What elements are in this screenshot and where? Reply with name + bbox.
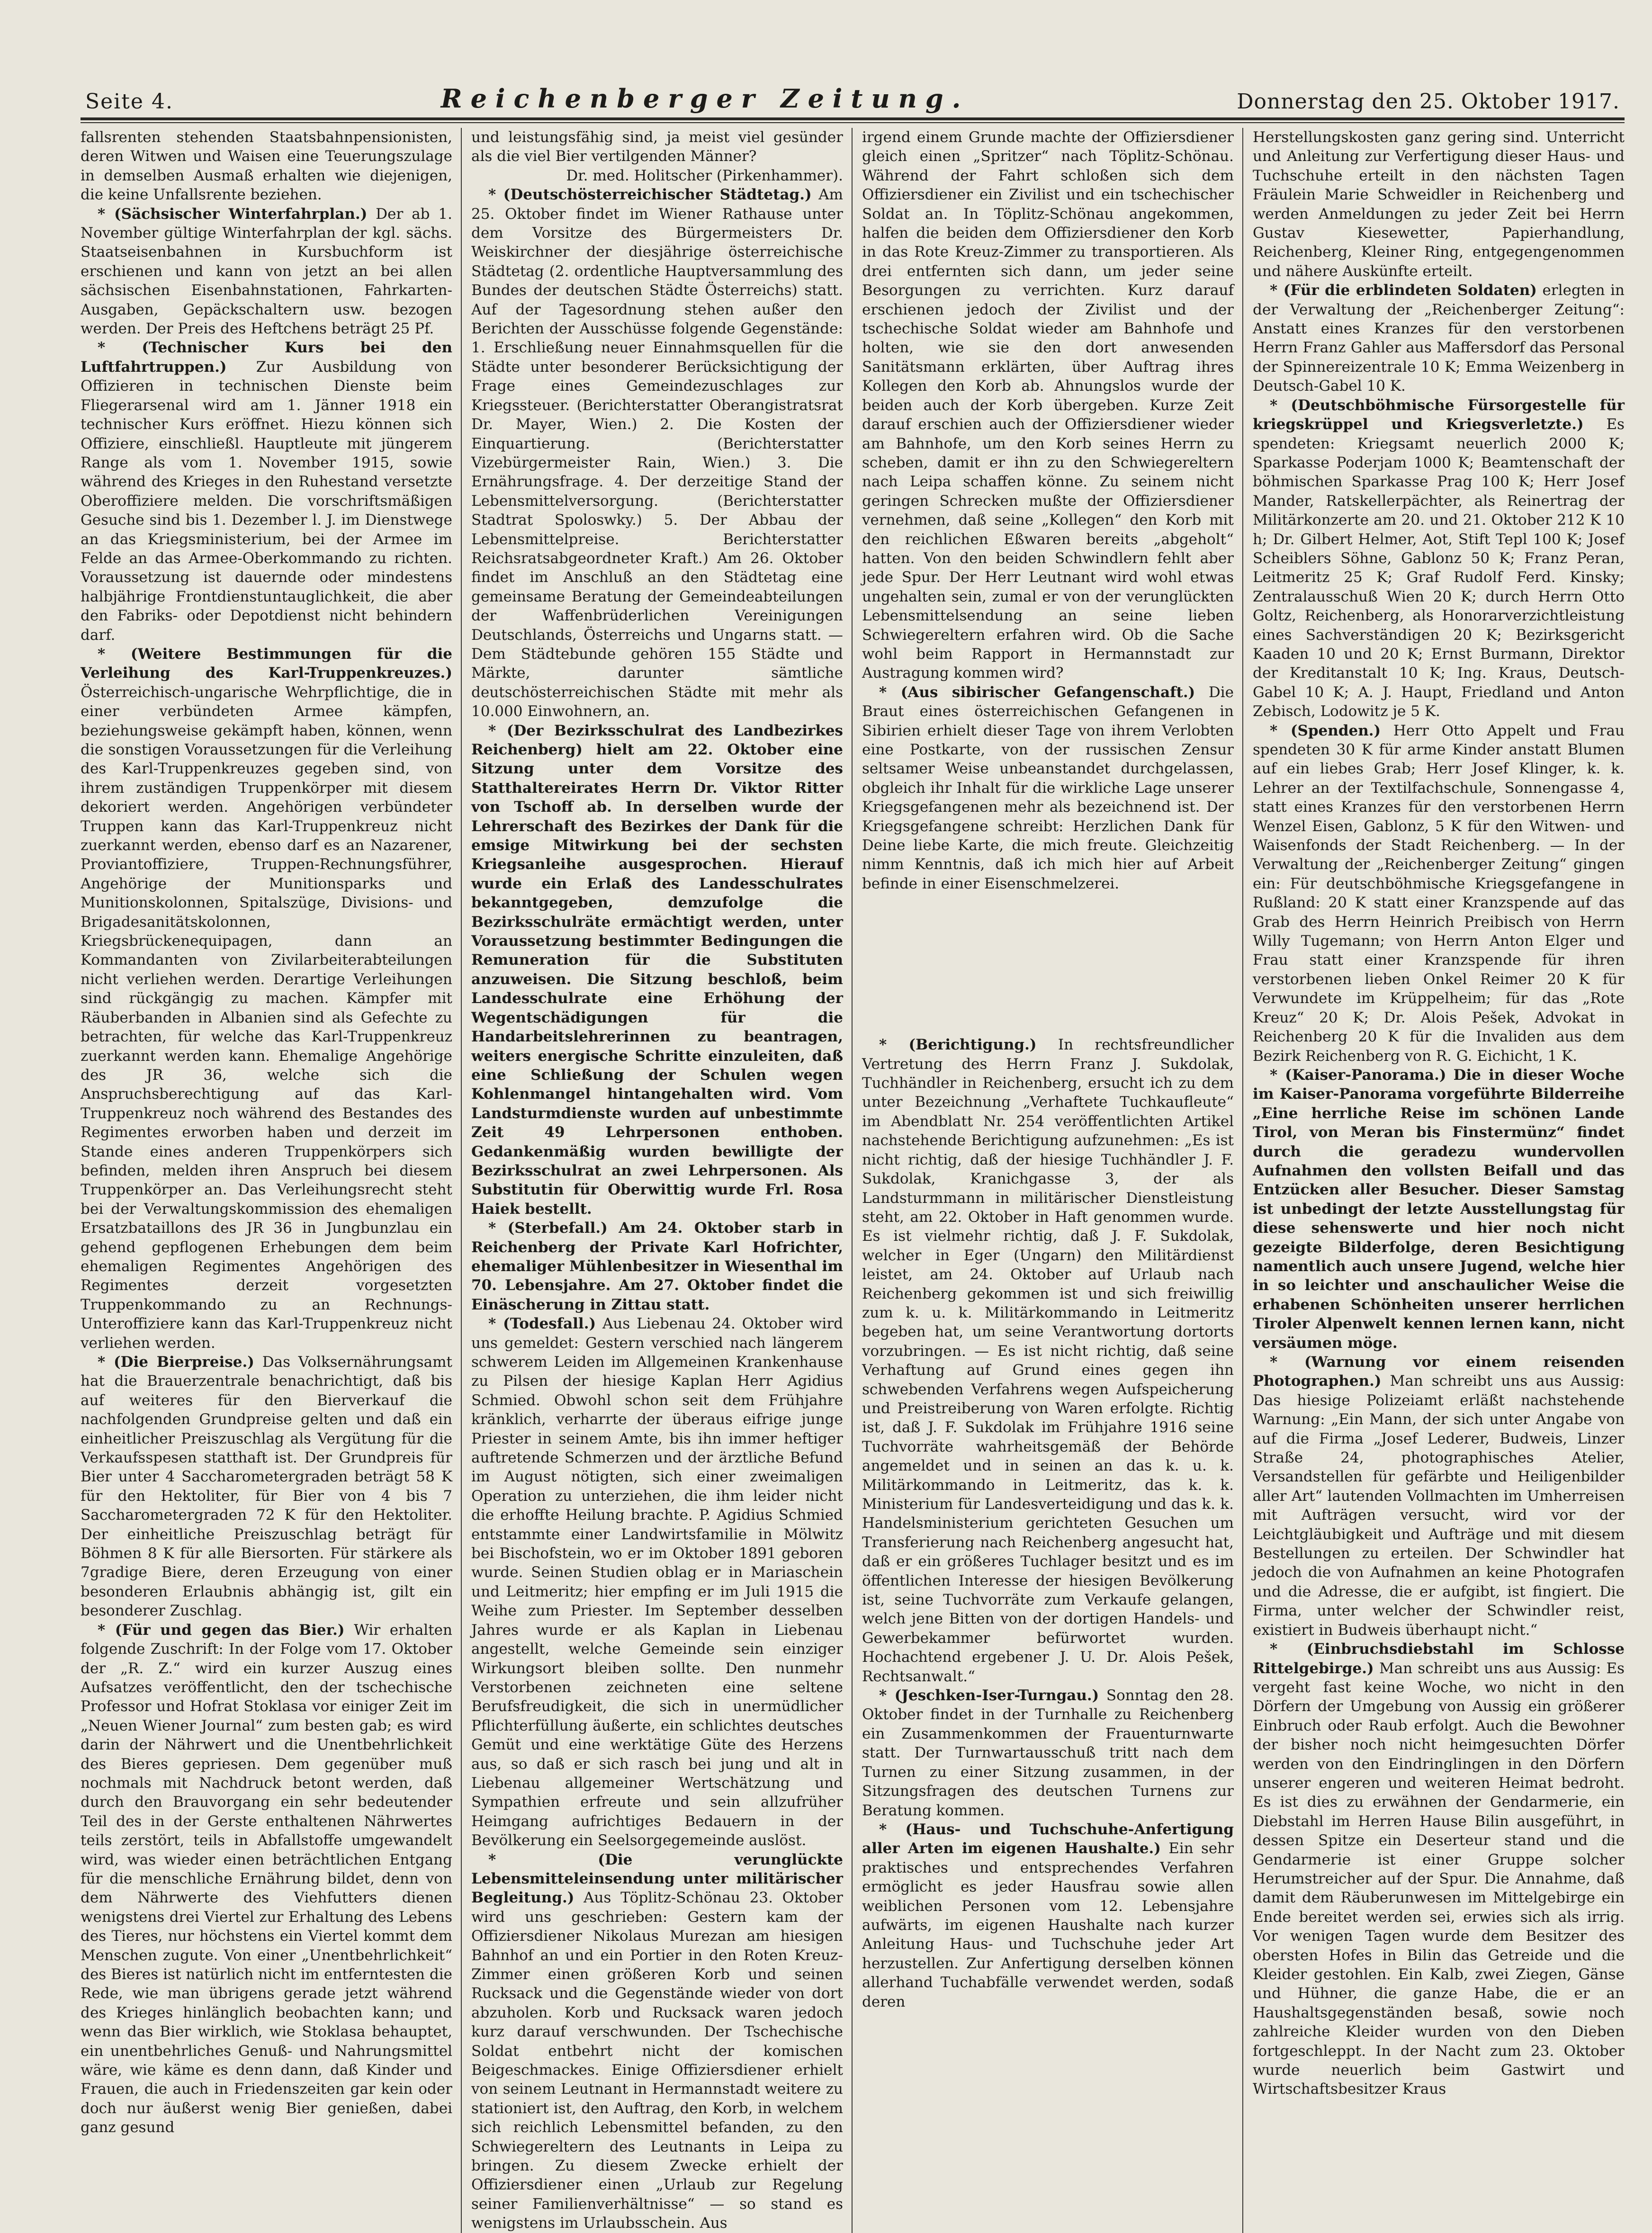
article-tuchschuhe: * (Haus- und Tuchschuhe-Anfertigung aller Arten im eigenen Haushalte.) Ein sehr praktisches und entsprechendes Verfahren ermöglicht es jeder Hausfrau sowie allen weiblichen Personen vom 12. Lebensjahre aufwärts, im eigenen Haushalte nach kurzer Anleitung Haus- und Tuchschuhe jeder Art herzustellen. Zur Anfertigung derselben können allerhand Tuchabfälle verwendet werden, sodaß deren [862, 1820, 1234, 2010]
column-4 [1253, 128, 1625, 2233]
article-continuation: Herstellungskosten ganz gering sind. Unterricht und Anleitung zur Verfertigung dieser Haus- und Tuchschuhe erteilt in den nächsten Tagen Fräulein Marie Schweidler in Reichenberg und werden Anmeldungen zu jeder Zeit bei Herrn Gustav Kiesewetter, Papierhandlung, Reichenberg, Kleiner Ring, entgegengenommen und nähere Auskünfte erteilt. [1253, 129, 1625, 280]
text-columns [81, 128, 1625, 2232]
article-kaiser-panorama: * (Kaiser-Panorama.) Die in dieser Woche im Kaiser-Panorama vorgeführte Bilderreihe „Eine herrliche Reise im schönen Lande Tirol, von Meran bis Finstermünz“ findet durch die geradezu wundervollen Aufnahmen den vollsten Beifall und das Entzücken aller Besucher. Dieser Samstag ist unbedingt der letzte Ausstellungstag für diese sehenswerte und hier noch nicht gezeigte Bilderfolge, deren Besichtigung namentlich auch unsere Jugend, welche hier in so leichter und anschaulicher Weise die erhabenen Schönheiten unserer herrlichen Tiroler Alpenwelt kennen lernen kann, nicht versäumen möge. [1253, 1066, 1625, 1352]
article-continuation: und leistungsfähig sind, ja meist viel gesünder als die viel Bier vertilgenden Männer? [471, 129, 843, 165]
article-turngau: * (Jeschken-Iser-Turngau.) Sonntag den 28. Oktober findet in der Turnhalle zu Reichenberg ein Zusammenkommen der Frauenturnwarte statt. Der Turnwartausschuß tritt nach dem Turnen zu einer Sitzung zusammen, in der Sitzungsfragen des deutschen Turnens zur Beratung kommen. [862, 1687, 1234, 1819]
article-signature: Dr. med. Holitscher (Pirkenhammer). [566, 167, 843, 184]
article-todesfall: * (Todesfall.) Aus Liebenau 24. Oktober wird uns gemeldet: Gestern verschied nach längerem schwerem Leiden im Allgemeinen Krankenhause zu Pilsen der hiesige Kaplan Herr Agidius Schmied. Obwohl schon seit dem Frühjahre kränklich, verharrte der überaus eifrige junge Priester in seinem Amte, bis ihn immer heftiger auftretende Schmerzen und der ärztliche Befund im August nötigten, sich einer zweimaligen Operation zu unterziehen, die ihm leider nicht die erhoffte Heilung brachte. P. Agidius Schmied entstammte einer Landwirtsfamilie in Mölwitz bei Bischofstein, wo er im Oktober 1891 geboren wurde. Seinen Studien oblag er in Mariaschein und Leitmeritz; hier empfing er im Juli 1915 die Weihe zum Priester. Im September desselben Jahres wurde er als Kaplan in Liebenau angestellt, welche Gemeinde sein einziger Wirkungsort bleiben sollte. Den nunmehr Verstorbenen zeichneten eine seltene Berufsfreudigkeit, die sich in unermüdlicher Pflichterfüllung äußerte, ein schlichtes deutsches Gemüt und eine werktätige Güte des Herzens aus, so daß er sich rasch bei jung und alt in Liebenau allgemeiner Wertschätzung und Sympathien erfreute und sein allzufrüher Heimgang aufrichtiges Bedauern in der Bevölkerung ein Seelsorgegemeinde auslöst. [471, 1315, 843, 1849]
column-2 [471, 128, 843, 2233]
article-technischer-kurs: * (Technischer Kurs bei den Luftfahrtruppen.) Zur Ausbildung von Offizieren in technischen Dienste beim Fliegerarsenal wird am 1. Jänner 1918 ein technischer Kurs eröffnet. Hiezu können sich Offiziere, einschließl. Hauptleute mit jüngerem Range als vom 1. November 1915, sowie während des Krieges in den Ruhestand versetzte Oberoffiziere melden. Die vorschriftsmäßigen Gesuche sind bis 1. Dezember l. J. im Dienstwege an das Kriegsministerium, bei der Armee im Felde an das Armee-Oberkommando zu richten. Voraussetzung ist dauernde oder mindestens halbjährige Frontdienstuntauglichkeit, die aber den Fabriks- oder Depotdienst nicht behindern darf. [81, 339, 452, 644]
article-saechsischer-winterfahrplan: * (Sächsischer Winterfahrplan.) Der ab 1. November gültige Winterfahrplan der kgl. sächs. Staatseisenbahnen in Kursbuchform ist erschienen und kann von jetzt an bei allen sächsischen Eisenbahnstationen, Fahrkarten-Ausgaben, Gepäckschaltern usw. bezogen werden. Der Preis des Heftchens beträgt 25 Pf. [81, 205, 452, 338]
header-rule [81, 117, 1625, 120]
article-fuer-und-gegen-bier: * (Für und gegen das Bier.) Wir erhalten folgende Zuschrift: In der Folge vom 17. Oktober der „R. Z.“ wird ein kurzer Auszug eines Aufsatzes veröffentlicht, den der tschechische Professor und Hofrat Stoklasa vor einiger Zeit im „Neuen Wiener Journal“ zum besten gab; es wird darin der Nährwert und die Unentbehrlichkeit des Bieres gepriesen. Dem gegenüber muß nochmals mit Nachdruck betont werden, daß durch den Brauvorgang ein sehr bedeutender Teil des in der Gerste enthaltenen Nährwertes teils zerstört, teils in Abfallstoffe umgewandelt wird, was wieder einen beträchtlichen Entgang für die menschliche Ernährung bildet, denn von dem Nährwerte des Viehfutters dienen wenigstens drei Viertel zur Erhaltung des Lebens des Tieres, nur höchstens ein Viertel kommt dem Menschen zugute. Von einer „Unentbehrlichkeit“ des Bieres ist natürlich nicht im entferntesten die Rede, wie man übrigens gerade jetzt während des Krieges hinlänglich beobachten kann; und wenn das Bier wirklich, wie Stoklasa behauptet, ein unentbehrliches Genuß- und Nahrungsmittel wäre, wie käme es denn dann, daß Kinder und Frauen, die auch in Friedenszeiten gar kein oder doch nur äußerst wenig Bier genießen, dabei ganz gesund [81, 1621, 452, 2136]
blank-space [862, 893, 1234, 1035]
masthead [85, 71, 1620, 114]
column-3 [862, 128, 1234, 2233]
newspaper-title: Reichenberger Zeitung. [440, 83, 970, 114]
article-continuation: irgend einem Grunde machte der Offiziersdiener gleich einen „Spritzer“ nach Töplitz-Schönau. Während der Fahrt schloßen sich dem Offiziersdiener ein Zivilist und ein tschechischer Soldat an. In Töplitz-Schönau angekommen, halfen die beiden dem Offiziersdiener den Korb in das Rote Kreuz-Zimmer zu transportieren. Als drei entfernten sich dann, um jeder seine Besorgungen zu verrichten. Kurz darauf erschienen jedoch der Zivilist und der tschechische Soldat wieder am Bahnhofe und holten, wie sie den dort anwesenden Sanitätsmann erklärten, über Auftrag ihres Kollegen den Korb ab. Ahnungslos wurde der beiden auch der Korb übergeben. Kurze Zeit darauf erschien auch der Offiziersdiener wieder am Bahnhofe, um den Korb seines Herrn zu scheben, damit er ihn zu den Schwiegereltern nach Leipa schaffen könne. Zu seinem nicht geringen Schrecken mußte der Offiziersdiener vernehmen, daß seine „Kollegen“ den Korb mit den reichlichen Eßwaren bereits „abgeholt“ hatten. Von den beiden Schwindlern fehlt aber jede Spur. Der Herr Leutnant wird wohl etwas ungehalten sein, zumal er von der verunglückten Lebensmittelsendung an seine lieben Schwiegereltern erfahren wird. Ob die Sache wohl beim Rapport in Hermannstadt zur Austragung kommen wird? [862, 129, 1234, 682]
article-warnung-photograph: * (Warnung vor einem reisenden Photographen.) Man schreibt uns aus Aussig: Das hiesige Polizeiamt erläßt nachstehende Warnung: „Ein Mann, der sich unter Angabe von auf die Firma „Josef Lederer, Budweis, Linzer Straße 24, photographisches Atelier, Versandstellen für gefärbte und Heiligenbilder aller Art“ lautenden Vollmachten im Umherreisen mit Aufträgen versucht, wird vor der Leichtgläubigkeit und Aufträge und mit diesem Bestellungen zu erteilen. Der Schwindler hat jedoch die von Aufnahmen an keine Photografen und die Adresse, die er aufgibt, ist fingiert. Die Firma, unter welcher der Schwindler reist, existiert in Budweis überhaupt nicht.“ [1253, 1354, 1625, 1639]
article-karl-truppenkreuz: * (Weitere Bestimmungen für die Verleihung des Karl-Truppenkreuzes.) Österreichisch-ungarische Wehrpflichtige, die in einer verbündeten Armee kämpfen, beziehungsweise gekämpft haben, können, wenn die sonstigen Voraussetzungen für die Verleihung des Karl-Truppenkreuzes gegeben sind, von ihrem zuständigen Truppenkörper mit diesem dekoriert werden. Angehörigen verbündeter Truppen kann das Karl-Truppenkreuz nicht zuerkannt werden, ebenso darf es an Nazarener, Proviantoffiziere, Truppen-Rechnungsführer, Angehörige der Munitionsparks und Munitionskolonnen, Spitalszüge, Divisions- und Brigadesanitätskolonnen, Kriegsbrückenequipagen, dann an Kommandanten von Zivilarbeiterabteilungen nicht verliehen werden. Derartige Verleihungen sind rückgängig zu machen. Kämpfer mit Räuberbanden in Albanien sind als Gefechte zu betrachten, für welche das Karl-Truppenkreuz zuerkannt werden kann. Ehemalige Angehörige des JR 36, welche sich die Anspruchsberechtigung auf das Karl-Truppenkreuz noch während des Bestandes des Regimentes erworben haben und derzeit im Stande eines anderen Truppenkörpers sich befinden, melden ihren Anspruch bei diesem Truppenkörper an. Das Verleihungsrecht steht bei der Verwaltungskommission des ehemaligen Ersatzbataillons des JR 36 in Jungbunzlau ein gehend gepflogenen Erhebungen dem beim ehemaligen Regimentes Angehörigen des Regimentes derzeit vorgesetzten Truppenkommando zu an Rechnungs-Unteroffiziere kann das Karl-Truppenkreuz nicht verliehen werden. [81, 645, 452, 1352]
article-spenden: * (Spenden.) Herr Otto Appelt und Frau spendeten 30 K für arme Kinder anstatt Blumen auf ein liebes Grab; Herr Josef Klinger, k. k. Lehrer an der Textilfachschule, Sonnengasse 4, statt eines Kranzes für den verstorbenen Herrn Wenzel Eisen, Gablonz, 5 K für den Witwen- und Waisenfonds der Stadt Reichenberg. — In der Verwaltung der „Reichenberger Zeitung“ gingen ein: Für deutschböhmische Kriegsgefangene in Rußland: 20 K statt einer Kranzspende auf das Grab des Herrn Heinrich Preibisch von Herrn Willy Tugemann; von Herrn Anton Elger und Frau statt einer Kranzspende für ihren verstorbenen lieben Onkel Reimer 20 K für Verwundete im Krüppelheim; für das „Rote Kreuz“ 20 K; Dr. Alois Pešek, Advokat in Reichenberg 20 K für die Invaliden aus dem Bezirk Reichenberg von R. G. Eichicht, 1 K. [1253, 722, 1625, 1065]
article-fuersorgestelle: * (Deutschböhmische Fürsorgestelle für kriegskrüppel und Kriegsverletzte.) Es spendeten: Kriegsamt neuerlich 2000 K; Sparkasse Poderjam 1000 K; Beamtenschaft der böhmischen Sparkasse Prag 100 K; Herr Josef Mander, Ratskellerpächter, als Reinertrag der Militärkonzerte am 20. und 21. Oktober 212 K 10 h; Dr. Gilbert Helmer, Aot, Stift Tepl 100 K; Josef Scheiblers Söhne, Gablonz 50 K; Franz Peran, Leitmeritz 25 K; Graf Rudolf Ferd. Kinsky; Zentralausschuß Wien 20 K; durch Herrn Otto Goltz, Reichenberg, als Honorarverzichtleistung eines Sachverständigen 20 K; Bezirksgericht Kaaden 10 und 20 K; Ernst Burmann, Direktor der Kreditanstalt 10 K; Ing. Kraus, Deutsch-Gabel 10 K; A. J. Haupt, Friedland und Anton Zebisch, Lodowitz je 5 K. [1253, 396, 1625, 720]
article-einbruchsdiebstahl: * (Einbruchsdiebstahl im Schlosse Rittelgebirge.) Man schreibt uns aus Aussig: Es vergeht fast keine Woche, wo nicht in den Dörfern der Umgebung von Aussig ein größerer Einbruch oder Raub erfolgt. Auch die Bewohner der bisher noch nicht heimgesuchten Dörfer werden von den Eindringlingen in den Dörfern unserer engeren und weiteren Heimat bedroht. Es ist dies zu erwähnen der Gendarmerie, ein Diebstahl im Herren Hause Bilin ausgeführt, in dessen Spitze ein Deserteur stand und die Gendarmerie ist einer Gruppe solcher Herumstreicher auf der Spur. Die Annahme, daß damit dem Räuberunwesen im Mittelgebirge ein Ende bereitet werden sei, erwies sich als irrig. Vor wenigen Tagen wurde dem Besitzer des obersten Hofes in Bilin das Getreide und die Kleider gestohlen. Ein Kalb, zwei Ziegen, Gänse und Hühner, die ganze Habe, die er an Haushaltsgegenständen besaß, sowie noch zahlreiche Kleider wurden von den Dieben fortgeschleppt. In der Nacht zum 23. Oktober wurde neuerlich beim Gastwirt und Wirtschaftsbesitzer Kraus [1253, 1641, 1625, 2098]
issue-date: Donnerstag den 25. Oktober 1917. [1237, 90, 1620, 114]
article-sterbefall: * (Sterbefall.) Am 24. Oktober starb in Reichenberg der Private Karl Hofrichter, ehemaliger Mühlenbesitzer in Wiesenthal im 70. Lebensjahre. Am 27. Oktober findet die Einäscherung in Zittau statt. [471, 1220, 843, 1313]
article-staedtetag: * (Deutschösterreichischer Städtetag.) Am 25. Oktober findet im Wiener Rathause unter dem Vorsitze des Bürgermeisters Dr. Weiskirchner der diesjährige österreichische Städtetag (2. ordentliche Hauptversammlung des Bundes der deutschen Städte Österreichs) statt. Auf der Tagesordnung stehen außer den Berichten der Ausschüsse folgende Gegenstände: 1. Erschließung neuer Einnahmsquellen für die Städte unter besonderer Berücksichtigung der Frage eines Gemeindezuschlages zur Kriegssteuer. (Berichterstatter Oberangistratsrat Dr. Mayer, Wien.) 2. Die Kosten der Einquartierung. (Berichterstatter Vizebürgermeister Rain, Wien.) 3. Die Ernährungsfrage. 4. Der derzeitige Stand der Lebensmittelversorgung. (Berichterstatter Stadtrat Spoloswky.) 5. Der Abbau der Lebensmittelpreise. Berichterstatter Reichsratsabgeordneter Kraft.) Am 26. Oktober findet im Anschluß an den Städtetag eine gemeinsame Beratung der Gemeindeabteilungen der Waffenbrüderlichen Vereinigungen Deutschlands, Österreichs und Ungarns statt. — Dem Städtebunde gehören 155 Städte und Märkte, darunter sämtliche deutschösterreichischen Städte mit mehr als 10.000 Einwohnern, an. [471, 186, 844, 720]
article-bezirksschulrat: * (Der Bezirksschulrat des Landbezirkes Reichenberg) hielt am 22. Oktober eine Sitzung unter dem Vorsitze des Statthaltereirates Herrn Dr. Viktor Ritter von Tschoff ab. In derselben wurde der Lehrerschaft des Bezirkes der Dank für die emsige Mitwirkung bei der sechsten Kriegsanleihe ausgesprochen. Hierauf wurde ein Erlaß des Landesschulrates bekanntgegeben, demzufolge die Bezirksschulräte ermächtigt werden, unter Voraussetzung bestimmter Bedingungen die Remuneration für die Substituten anzuweisen. Die Sitzung beschloß, beim Landesschulrate eine Erhöhung der Wegentschädigungen für die Handarbeitslehrerinnen zu beantragen, weiters energische Schritte einzuleiten, daß eine Schließung der Schulen wegen Kohlenmangel hintangehalten wird. Vom Landsturmdienste wurden auf unbestimmte Zeit 49 Lehrpersonen enthoben. Gedankenmäßig wurden bewilligte der Bezirksschulrat an zwei Lehrpersonen. Als Substitutin für Oberwittig wurde Frl. Rosa Haiek bestellt. [471, 722, 843, 1218]
header-rule-thin [81, 122, 1625, 123]
article-continuation: fallsrenten stehenden Staatsbahnpensionisten, deren Witwen und Waisen eine Teuerungszulage in demselben Ausmaß erhalten wie diejenigen, die keine Unfallsrente beziehen. [81, 129, 452, 204]
article-bierpreise: * (Die Bierpreise.) Das Volksernährungsamt hat die Brauerzentrale benachrichtigt, daß bis auf weiteres für den Bierverkauf die nachfolgenden Grundpreise gelten und daß ein einheitlicher Preiszuschlag als Vergütung für die Verkaufsspesen statthaft ist. Der Grundpreis für Bier unter 4 Saccharometergraden beträgt 58 K für den Hektoliter, für Bier von 4 bis 7 Saccharometergraden 72 K für den Hektoliter. Der einheitliche Preiszuschlag beträgt für Böhmen 8 K für alle Biersorten. Für stärkere als 7gradige Biere, deren Erzeugung von einer besonderen Erlaubnis abhängig ist, gilt ein besonderer Zuschlag. [81, 1354, 453, 1620]
article-lebensmitteleinsendung: * (Die verunglückte Lebensmitteleinsendung unter militärischer Begleitung.) Aus Töplitz-Schönau 23. Oktober wird uns geschrieben: Gestern kam der Offiziersdiener Nikolaus Murezan am hiesigen Bahnhof an und ein Portier in den Roten Kreuz-Zimmer einen größeren Korb und seinen Rucksack und die Gegenstände wieder von dort abzuholen. Korb und Rucksack waren jedoch kurz darauf verschwunden. Der Tschechische Soldat entbehrt nicht der komischen Beigeschmackes. Einige Offiziersdiener erhielt von seinem Leutnant in Hermannstadt weitere zu stationiert ist, den Auftrag, den Korb, in welchem sich reichlich Lebensmittel befanden, zu den Schwiegereltern des Leutnants in Leipa zu bringen. Zu diesem Zwecke erhielt der Offiziersdiener einen „Urlaub zur Regelung seiner Familienverhältnisse“ — so stand es wenigstens im Urlaubsschein. Aus [471, 1851, 843, 2232]
column-1 [81, 128, 452, 2233]
article-berichtigung: * (Berichtigung.) In rechtsfreundlicher Vertretung des Herrn Franz J. Sukdolak, Tuchhändler in Reichenberg, ersucht ich zu dem unter Bezeichnung „Verhaftete Tuchkaufleute“ im Abendblatt Nr. 254 veröffentlichten Artikel nachstehende Berichtigung aufzunehmen: „Es ist nicht richtig, daß der hiesige Tuchhändler J. F. Sukdolak, Kranichgasse 3, der als Landsturmmann in militärischer Dienstleistung steht, am 22. Oktober in Haft genommen wurde. Es ist vielmehr richtig, daß J. F. Sukdolak, welcher in Eger (Ungarn) den Militärdienst leistet, am 24. Oktober auf Urlaub nach Reichenberg gekommen ist und sich freiwillig zum k. u. k. Militärkommando in Leitmeritz begeben hat, um seine Verantwortung dortorts vorzubringen. — Es ist nicht richtig, daß seine Verhaftung auf Grund eines gegen ihn schwebenden Verfahrens wegen Aufspeicherung und Preistreiberung von Waren erfolgte. Richtig ist, daß J. F. Sukdolak im Frühjahre 1916 seine Tuchvorräte wahrheitsgemäß der Behörde angemeldet und in seinen an das k. u. k. Militärkommando in Leitmeritz, das k. k. Ministerium für Landesverteidigung und das k. k. Handelsministerium gerichteten Gesuchen um Transferierung nach Reichenberg angesucht hat, daß er ein größeres Tuchlager besitzt und es im öffentlichen Interesse der hiesigen Bevölkerung ist, seine Tuchvorräte zum Verkaufe gelangen, welch jene Bitten von der dortigen Handels- und Gewerbekammer befürwortet wurden. Hochachtend ergebener J. U. Dr. Alois Pešek, Rechtsanwalt.“ [862, 1036, 1234, 1685]
article-erblindete-soldaten: * (Für die erblindeten Soldaten) erlegten in der Verwaltung der „Reichenberger Zeitung“: Anstatt eines Kranzes für den verstorbenen Herrn Franz Gahler aus Maffersdorf das Personal der Spinnereizentrale 10 K; Emma Weizenberg in Deutsch-Gabel 10 K. [1253, 282, 1625, 395]
article-sibirische-gefangenschaft: * (Aus sibirischer Gefangenschaft.) Die Braut eines österreichischen Gefangenen in Sibirien erhielt dieser Tage von ihrem Verlobten eine Postkarte, von der russischen Zensur seltsamer Weise unbeanstandet durchgelassen, obgleich ihr Inhalt für die wirkliche Lage unserer Kriegsgefangenen mehr als bezeichnend ist. Der Kriegsgefangene schreibt: Herzlichen Dank für Deine liebe Karte, die mich freute. Gleichzeitig nimm Kenntnis, daß ich mich hier auf Arbeit befinde in einer Eisenschmelzerei. [862, 683, 1234, 892]
page-number: Seite 4. [85, 90, 173, 114]
